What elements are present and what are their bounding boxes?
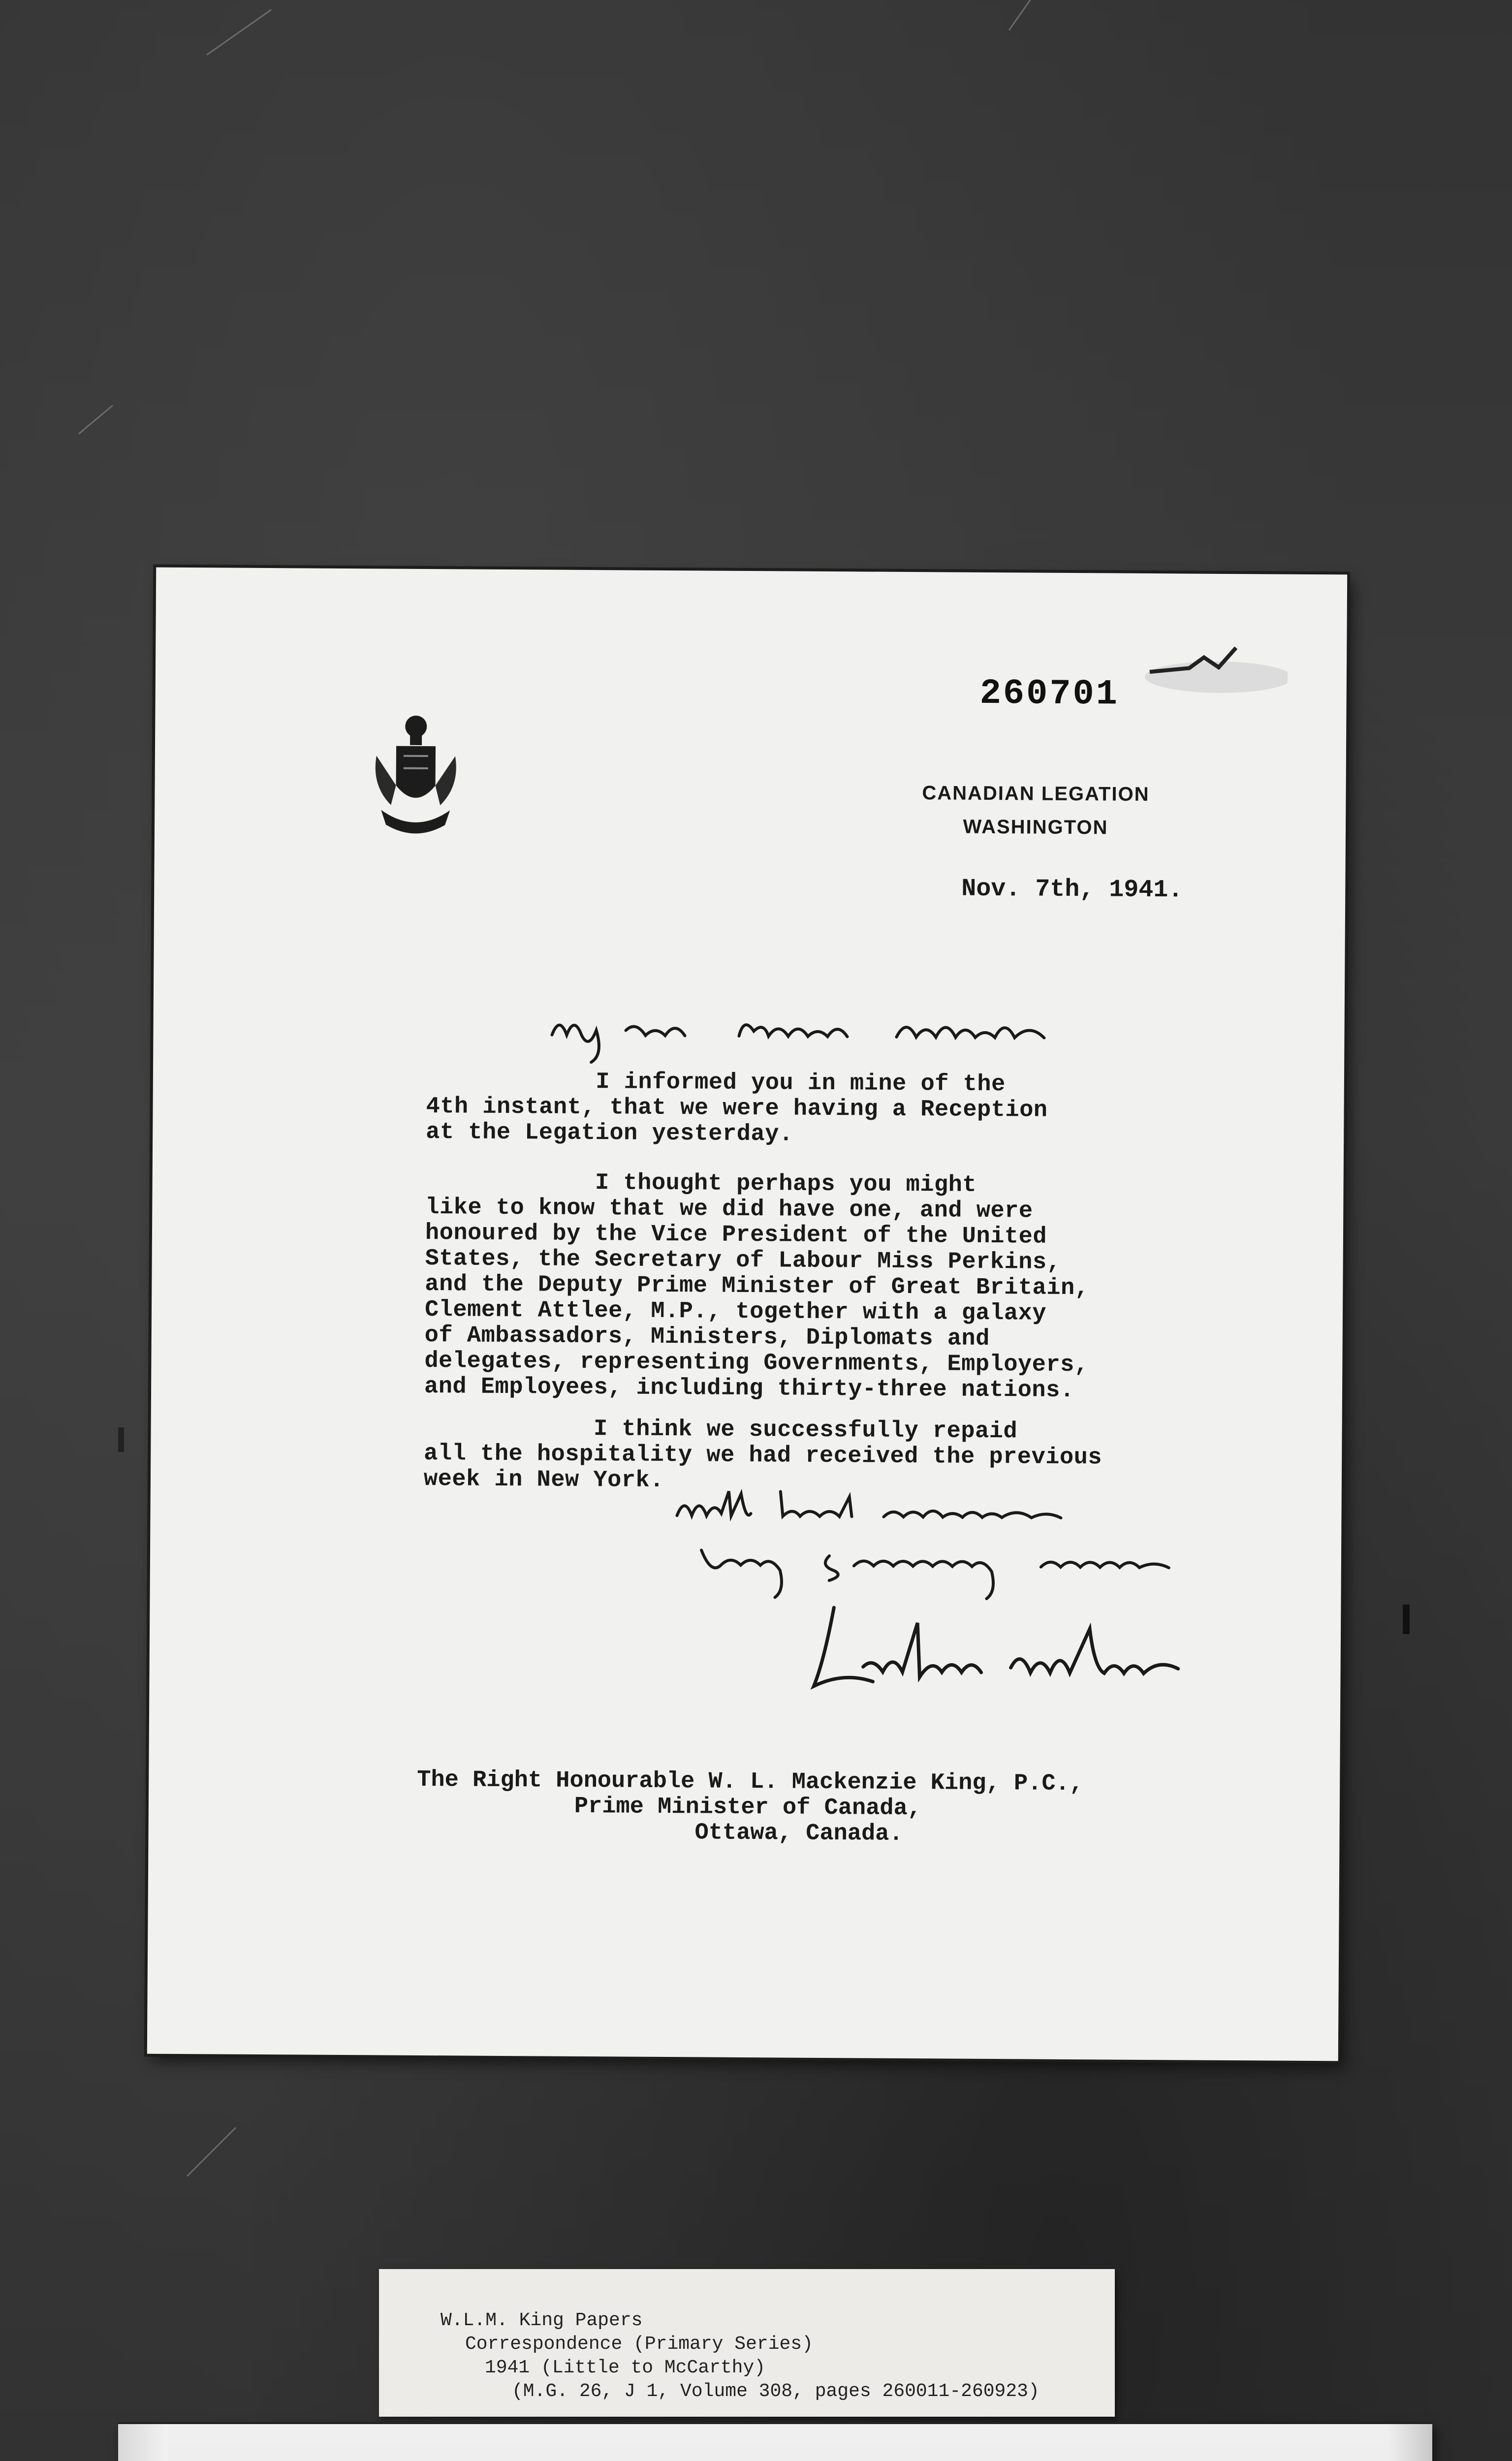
- finding-label-line: Correspondence (Primary Series): [465, 2334, 813, 2355]
- letter-paragraph: I thought perhaps you might like to know that we did have one, and were honoured by the Vice President of the United States, the Secretary of Labour Miss Perkins, and the Deputy Prime Minister of Great Britain, Clement Attlee, M.P., together with a galaxy of Ambassadors, Ministers, Diplomats and delegates, representing Governments, Employers, and Employees, including thirty-three nations.: [424, 1169, 1089, 1404]
- film-scratch: [187, 2127, 236, 2177]
- letterhead: [903, 776, 1169, 845]
- letter-date: Nov. 7th, 1941.: [961, 875, 1183, 905]
- handwritten-salutation: [542, 1000, 1133, 1068]
- archives-banner: [118, 2424, 1432, 2461]
- film-scratch: [118, 1427, 124, 1452]
- handwritten-closing-regards: [672, 1486, 1086, 1543]
- letter-paragraph: I informed you in mine of the 4th instant, that we were having a Reception at the Legation yesterday.: [426, 1068, 1048, 1148]
- letterhead-line: CANADIAN LEGATION: [922, 782, 1150, 805]
- addressee-line: Prime Minister of Canada,: [574, 1793, 922, 1822]
- addressee-line: The Right Honourable W. L. Mackenzie King, P.C.,: [417, 1767, 1084, 1798]
- coat-of-arms-icon: [366, 711, 466, 845]
- finding-label-line: (M.G. 26, J 1, Volume 308, pages 260011-260923): [512, 2381, 1040, 2402]
- film-scratch: [1008, 0, 1043, 31]
- archive-finding-label: [379, 2269, 1115, 2417]
- finding-label-line: 1941 (Little to McCarthy): [485, 2357, 766, 2378]
- letterhead-line: WASHINGTON: [963, 816, 1108, 839]
- finding-label-line: W.L.M. King Papers: [441, 2310, 643, 2331]
- film-scratch: [1403, 1605, 1410, 1634]
- pencil-mark-icon: [1120, 637, 1288, 697]
- film-scratch: [206, 9, 272, 55]
- letter-paragraph: I think we successfully repaid all the hospitality we had received the previous week in New York.: [423, 1415, 1102, 1494]
- banner-edge: [118, 2424, 167, 2461]
- document-number: 260701: [979, 673, 1120, 715]
- handwritten-signature: [794, 1593, 1198, 1708]
- film-scratch: [78, 405, 113, 435]
- letter-sheet: [147, 568, 1347, 2061]
- addressee-line: Ottawa, Canada.: [694, 1820, 903, 1847]
- banner-edge: [1388, 2424, 1432, 2461]
- handwritten-closing-sincerely: [696, 1535, 1194, 1602]
